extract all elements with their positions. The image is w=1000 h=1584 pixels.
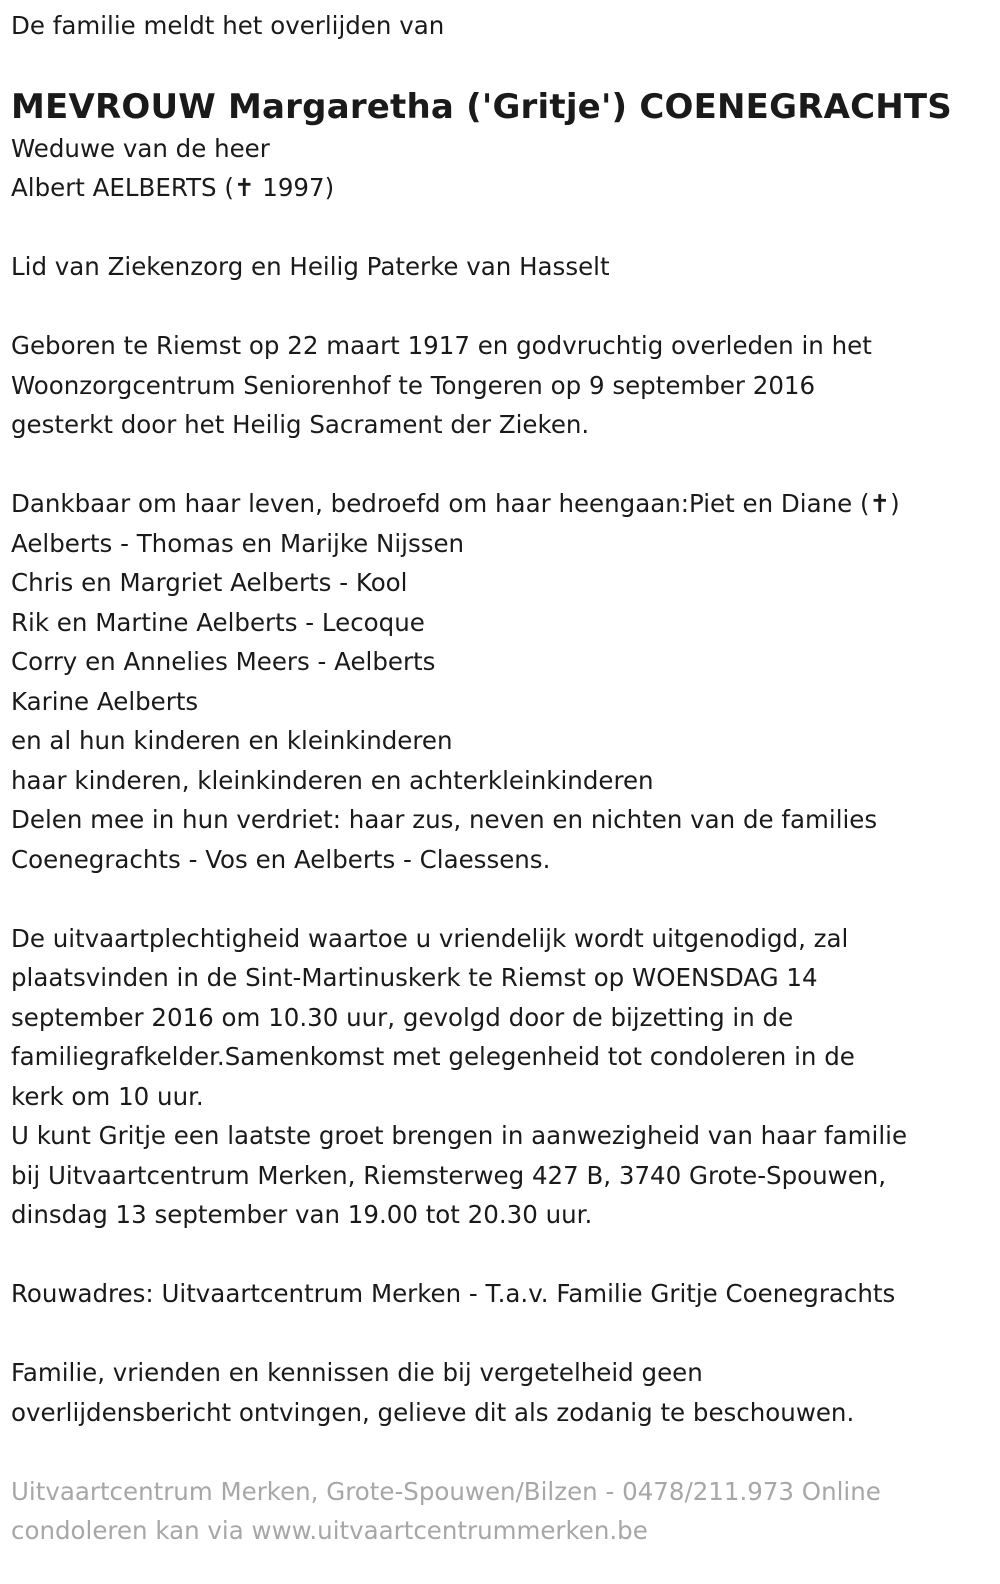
closing-line: overlijdensbericht ontvingen, gelieve dit als zodanig te beschouwen. xyxy=(11,1397,855,1427)
spacer xyxy=(11,1235,991,1275)
widow-section xyxy=(11,129,991,208)
widow-line: Weduwe van de heer xyxy=(11,133,270,163)
ceremony-section xyxy=(11,919,991,1235)
family-line: Coenegrachts - Vos en Aelberts - Claessens. xyxy=(11,844,551,874)
spacer xyxy=(11,287,991,327)
family-line: Chris en Margriet Aelberts - Kool xyxy=(11,568,408,597)
family-line: Karine Aelberts xyxy=(11,686,199,716)
spouse-line: Albert AELBERTS (✝ 1997) xyxy=(11,173,335,202)
footer-line: Uitvaartcentrum Merken, Grote-Spouwen/Bilzen - 0478/211.973 Online xyxy=(11,1476,881,1506)
family-line: haar kinderen, kleinkinderen en achterkleinkinderen xyxy=(11,765,654,795)
closing-section xyxy=(11,1353,991,1432)
ceremony-line: bij Uitvaartcentrum Merken, Riemsterweg 427 B, 3740 Grote-Spouwen, xyxy=(11,1160,887,1190)
ceremony-line: september 2016 om 10.30 uur, gevolgd door de bijzetting in de xyxy=(11,1002,794,1032)
family-line: Dankbaar om haar leven, bedroefd om haar heengaan:Piet en Diane (✝) xyxy=(11,489,900,518)
obituary-notice xyxy=(11,0,991,1551)
family-line: en al hun kinderen en kleinkinderen xyxy=(11,726,453,755)
birth-death-line: gesterkt door het Heilig Sacrament der Zieken. xyxy=(11,410,590,439)
mourning-address: Rouwadres: Uitvaartcentrum Merken - T.a.v. Familie Gritje Coenegrachts xyxy=(11,1279,896,1308)
spacer xyxy=(11,1314,991,1354)
spacer xyxy=(11,445,991,485)
ceremony-line: dinsdag 13 september van 19.00 tot 20.30 uur. xyxy=(11,1200,593,1229)
spacer xyxy=(11,208,991,248)
footer-section xyxy=(11,1472,991,1551)
ceremony-line: De uitvaartplechtigheid waartoe u vriendelijk wordt uitgenodigd, zal xyxy=(11,923,849,953)
family-section xyxy=(11,484,991,879)
closing-line: Familie, vrienden en kennissen die bij vergetelheid geen xyxy=(11,1358,703,1387)
ceremony-line: kerk om 10 uur. xyxy=(11,1081,204,1111)
spacer xyxy=(11,879,991,919)
birth-death-line: Woonzorgcentrum Seniorenhof te Tongeren op 9 september 2016 xyxy=(11,370,816,400)
footer-line: condoleren kan via www.uitvaartcentrummerken.be xyxy=(11,1516,648,1545)
family-line: Rik en Martine Aelberts - Lecoque xyxy=(11,607,425,637)
ceremony-line: familiegrafkelder.Samenkomst met gelegenheid tot condoleren in de xyxy=(11,1042,855,1071)
birth-death-line: Geboren te Riemst op 22 maart 1917 en godvruchtig overleden in het xyxy=(11,331,872,360)
family-line: Aelberts - Thomas en Marijke Nijssen xyxy=(11,528,465,558)
ceremony-line: U kunt Gritje een laatste groet brengen in aanwezigheid van haar familie xyxy=(11,1121,908,1150)
membership-text: Lid van Ziekenzorg en Heilig Paterke van Hasselt xyxy=(11,252,610,281)
family-line: Corry en Annelies Meers - Aelberts xyxy=(11,647,436,676)
birth-death-section xyxy=(11,326,991,445)
ceremony-line: plaatsvinden in de Sint-Martinuskerk te Riemst op WOENSDAG 14 xyxy=(11,963,818,992)
family-line: Delen mee in hun verdriet: haar zus, neven en nichten van de families xyxy=(11,805,878,834)
deceased-name: MEVROUW Margaretha ('Gritje') COENEGRACHTS xyxy=(11,86,952,127)
intro-text: De familie meldt het overlijden van xyxy=(11,11,445,40)
spacer xyxy=(11,1432,991,1472)
